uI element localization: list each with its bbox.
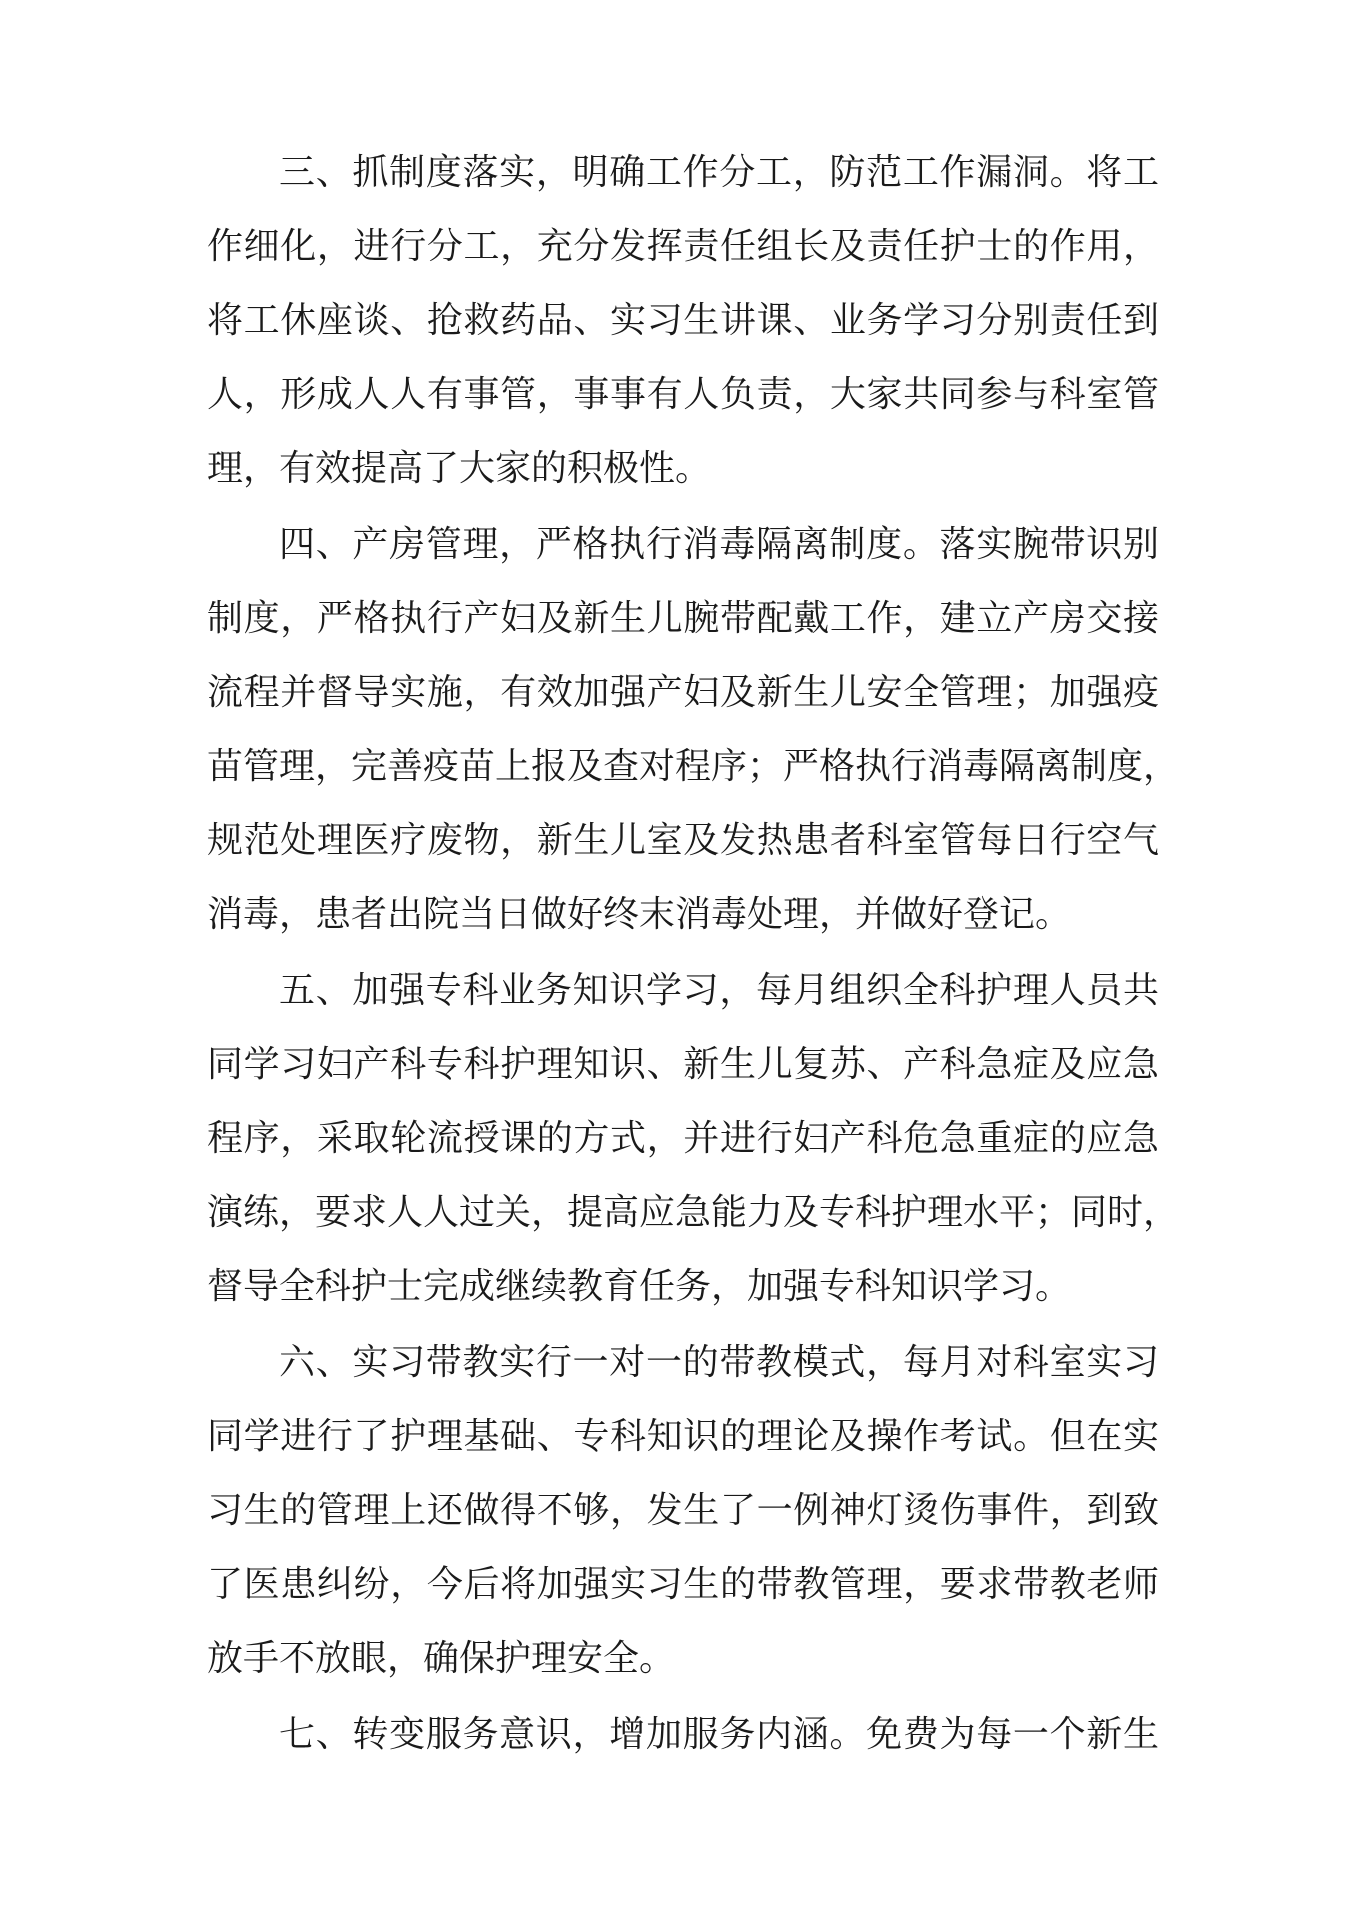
paragraph-4 [207,508,1180,952]
text-line: 六、实习带教实行一对一的带教模式，每月对科室实习 [279,1342,1159,1383]
text-line: 规范处理医疗废物，新生儿室及发热患者科室管每日行空气 [207,820,1159,861]
text-line: 将工休座谈、抢救药品、实习生讲课、业务学习分别责任到 [207,300,1159,341]
text-line: 演练，要求人人过关，提高应急能力及专科护理水平；同时， [207,1192,1180,1233]
paragraph-6 [207,1326,1159,1696]
text-line: 流程并督导实施，有效加强产妇及新生儿安全管理；加强疫 [207,672,1159,713]
text-line: 人，形成人人有事管，事事有人负责，大家共同参与科室管 [207,374,1159,415]
paragraph-3 [207,136,1159,506]
text-line: 苗管理，完善疫苗上报及查对程序；严格执行消毒隔离制度， [207,746,1180,787]
paragraph-7 [207,1698,1159,1772]
text-line: 督导全科护士完成继续教育任务，加强专科知识学习。 [207,1266,1072,1307]
text-line: 三、抓制度落实，明确工作分工，防范工作漏洞。将工 [279,152,1159,193]
text-line: 五、加强专科业务知识学习，每月组织全科护理人员共 [279,970,1159,1011]
text-line: 同学习妇产科专科护理知识、新生儿复苏、产科急症及应急 [207,1044,1159,1085]
text-line: 同学进行了护理基础、专科知识的理论及操作考试。但在实 [207,1416,1159,1457]
text-line: 消毒，患者出院当日做好终末消毒处理，并做好登记。 [207,894,1072,935]
text-line: 作细化，进行分工，充分发挥责任组长及责任护士的作用， [207,226,1159,267]
paragraph-5 [207,954,1180,1324]
text-line: 四、产房管理，严格执行消毒隔离制度。落实腕带识别 [279,524,1159,565]
text-line: 习生的管理上还做得不够，发生了一例神灯烫伤事件，到致 [207,1490,1159,1531]
text-line: 程序，采取轮流授课的方式，并进行妇产科危急重症的应急 [207,1118,1159,1159]
document-body [207,136,1180,1774]
text-line: 七、转变服务意识，增加服务内涵。免费为每一个新生 [279,1714,1159,1755]
text-line: 理，有效提高了大家的积极性。 [207,448,712,489]
text-line: 放手不放眼，确保护理安全。 [207,1638,676,1679]
text-line: 制度，严格执行产妇及新生儿腕带配戴工作，建立产房交接 [207,598,1159,639]
text-line: 了医患纠纷，今后将加强实习生的带教管理，要求带教老师 [207,1564,1159,1605]
